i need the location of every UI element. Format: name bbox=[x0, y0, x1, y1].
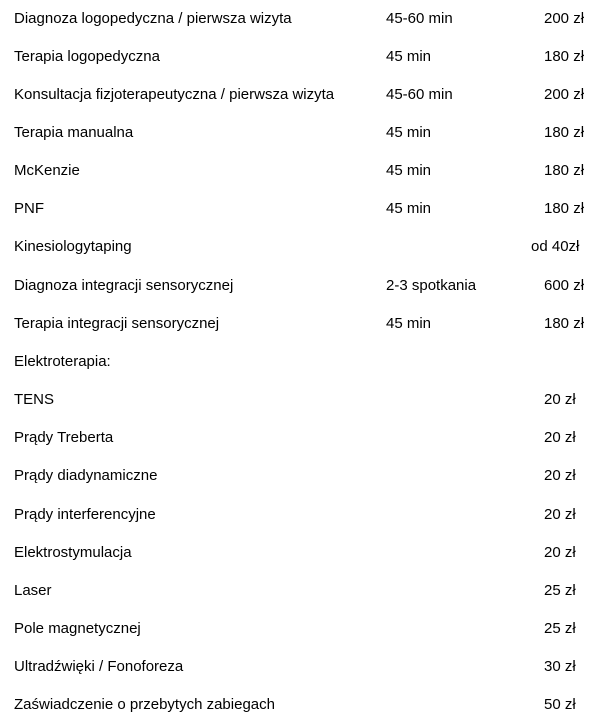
price-row bbox=[0, 228, 602, 266]
service-price: 30 zł bbox=[544, 658, 576, 675]
service-name: Prądy interferencyjne bbox=[14, 506, 156, 523]
service-duration: 45 min bbox=[386, 162, 432, 179]
service-name: McKenzie bbox=[14, 162, 80, 179]
price-row bbox=[0, 610, 602, 648]
service-name: Prądy diadynamiczne bbox=[14, 467, 158, 484]
service-price: 20 zł bbox=[544, 391, 576, 408]
service-price: 20 zł bbox=[544, 544, 576, 561]
service-price: 600 zł bbox=[544, 277, 585, 294]
service-price: 200 zł bbox=[544, 86, 585, 103]
price-row bbox=[0, 305, 602, 343]
service-price: 180 zł bbox=[544, 124, 585, 141]
service-price: 200 zł bbox=[544, 10, 585, 27]
service-name: Diagnoza integracji sensorycznej bbox=[14, 277, 234, 294]
service-price: 180 zł bbox=[544, 48, 585, 65]
price-row bbox=[0, 457, 602, 495]
service-name: Ultradźwięki / Fonoforeza bbox=[14, 658, 184, 675]
section-heading: Elektroterapia: bbox=[14, 353, 111, 370]
price-row bbox=[0, 496, 602, 534]
service-duration: 45 min bbox=[386, 200, 432, 217]
price-row bbox=[0, 419, 602, 457]
service-price: 20 zł bbox=[544, 429, 576, 446]
price-row bbox=[0, 152, 602, 190]
service-name: Diagnoza logopedyczna / pierwsza wizyta bbox=[14, 10, 292, 27]
service-name: Terapia integracji sensorycznej bbox=[14, 315, 220, 332]
service-name: Zaświadczenie o przebytych zabiegach bbox=[14, 696, 275, 713]
service-price: 50 zł bbox=[544, 696, 576, 713]
service-name: Terapia manualna bbox=[14, 124, 134, 141]
service-price: 25 zł bbox=[544, 620, 576, 637]
service-duration: 45-60 min bbox=[386, 10, 453, 27]
service-name: Prądy Treberta bbox=[14, 429, 114, 446]
price-row bbox=[0, 267, 602, 305]
price-row bbox=[0, 38, 602, 76]
service-name: Laser bbox=[14, 582, 52, 599]
service-name: Elektrostymulacja bbox=[14, 544, 132, 561]
service-duration: 45 min bbox=[386, 124, 432, 141]
price-row bbox=[0, 76, 602, 114]
service-price: 180 zł bbox=[544, 315, 585, 332]
service-price: 180 zł bbox=[544, 162, 585, 179]
service-price: 180 zł bbox=[544, 200, 585, 217]
price-row bbox=[0, 534, 602, 572]
service-duration: 45 min bbox=[386, 48, 432, 65]
service-price: 20 zł bbox=[544, 506, 576, 523]
service-name: Pole magnetycznej bbox=[14, 620, 141, 637]
service-name: TENS bbox=[14, 391, 55, 408]
section-heading-row bbox=[0, 343, 602, 381]
price-row bbox=[0, 190, 602, 228]
service-price: od 40zł bbox=[531, 238, 580, 255]
service-name: Kinesiologytaping bbox=[14, 238, 132, 255]
service-price: 20 zł bbox=[544, 467, 576, 484]
service-duration: 45 min bbox=[386, 315, 432, 332]
service-name: PNF bbox=[14, 200, 44, 217]
service-duration: 2-3 spotkania bbox=[386, 277, 477, 294]
price-row bbox=[0, 0, 602, 38]
price-row bbox=[0, 648, 602, 686]
service-price: 25 zł bbox=[544, 582, 576, 599]
service-name: Terapia logopedyczna bbox=[14, 48, 160, 65]
service-duration: 45-60 min bbox=[386, 86, 453, 103]
service-name: Konsultacja fizjoterapeutyczna / pierwsza wizyta bbox=[14, 86, 335, 103]
price-row bbox=[0, 381, 602, 419]
price-row bbox=[0, 114, 602, 152]
price-row bbox=[0, 686, 602, 724]
price-row bbox=[0, 572, 602, 610]
